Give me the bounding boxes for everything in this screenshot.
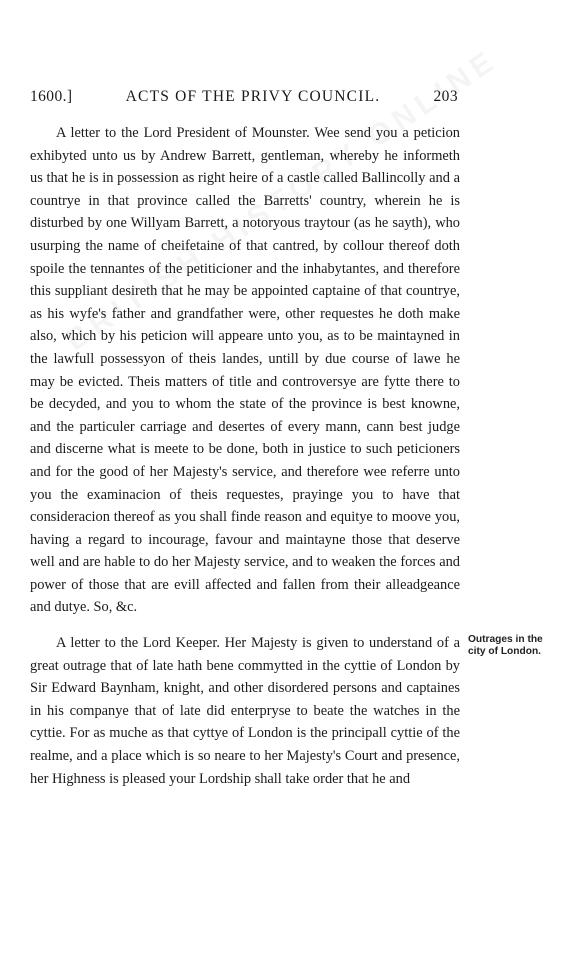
running-header — [30, 88, 458, 106]
header-year: 1600.] — [30, 88, 73, 105]
body-paragraph-1 — [30, 122, 460, 619]
page-number: 203 — [433, 88, 458, 105]
paragraph-text: A letter to the Lord President of Mounster. Wee send you a peticion exhibyted unto us by Andrew Barrett, gentleman, whereby he informeth us that he is in possession as right heire of a castle called Ballincolly and a countrye in that province called the Barretts' country, wherein he is disturbed by one Willyam Barrett, a notoryous traytour (as he sayth), who usurping the name of cheifetaine of that cantred, by collour thereof doth spoile the tennantes of the petiticioner and the inhabytantes, and therefore this suppliant desireth that he may be appointed captaine of that countrye, as his wyfe's father and grandfather were, other requestes he doth make also, which by his peticion will appeare unto you, as to be maintayned in the lawfull possessyon of theis landes, untill by due course of lawe he may be evicted. Theis matters of title and controversye are fytte there to be decyded, and you to whom the state of the province is best knowne, and the particuler carriage and desertes of every mann, cann best judge and discerne what is meete to be done, both in justice to such peticioners and for the good of her Majesty's service, and therefore wee referre unto you the examinacion of theis requestes, prayinge you to have that consideracion thereof as you shall finde reason and equitye to moove you, having a regard to incourage, favour and maintayne those that deserve well and are hable to do her Majesty service, and to weaken the forces and power of those that are evill affected and fallen from their alleadgeance and dutye. So, &c. — [30, 125, 460, 616]
body-paragraph-2 — [30, 632, 460, 790]
margin-note: Outrages in the city of London. — [468, 634, 543, 657]
paragraph-text: A letter to the Lord Keeper. Her Majesty is given to understand of a great outrage that of late hath bene commytted in the cyttie of London by Sir Edward Baynham, knight, and other disordered persons and captaines in his companye that of late did enterpryse to beate the watches in the cyttie. For as muche as that cyttye of London is the principall cyttie of the realme, and a place which is so neare to her Majesty's Court and presence, her Highness is pleased your Lordship shall take order that he and — [30, 635, 460, 787]
header-title: ACTS OF THE PRIVY COUNCIL. — [125, 88, 381, 105]
